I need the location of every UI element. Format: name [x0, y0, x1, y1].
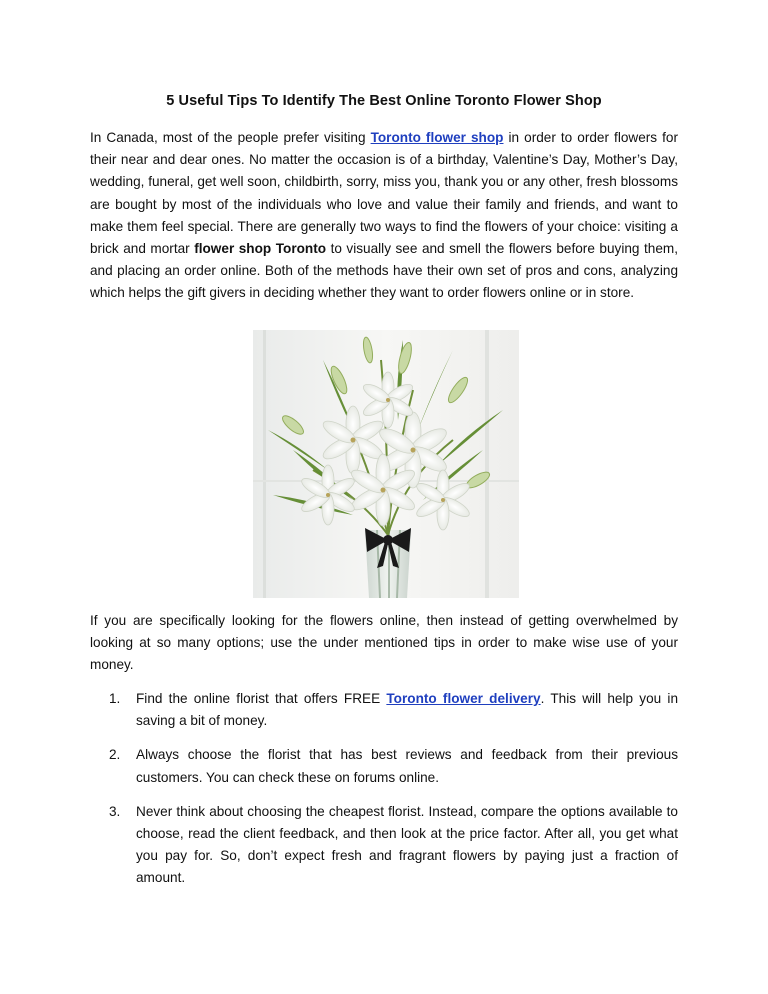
tip-text: Always choose the florist that has best reviews and feedback from their previous customers. You can check these on forums online. [136, 747, 678, 785]
tip-text-before: Find the online florist that offers FREE [136, 691, 387, 706]
list-number: 2. [109, 747, 121, 763]
tips-intro-paragraph: If you are specifically looking for the flowers online, then instead of getting overwhelmed by looking at so many options; use the under mentioned tips in order to make wise use of your money. [90, 613, 678, 673]
toronto-flower-delivery-link[interactable]: Toronto flower delivery [386, 691, 541, 706]
document-title: 5 Useful Tips To Identify The Best Online Toronto Flower Shop [166, 93, 602, 109]
intro-text-part2: in order to order flowers for their near and dear ones. No matter the occasion is of a birthday, Valentine’s Day, Mother’s Day, wedding, funeral, get well soon, childbirth, sorry, miss you, thank you or any other, fresh blossoms are bought by most of the individuals who love and value their family and friends, and want to make them feel special. There are generally two ways to find the flowers of your choice: visiting a brick and mortar [90, 130, 678, 257]
toronto-flower-shop-link[interactable]: Toronto flower shop [370, 130, 504, 145]
intro-text-part1: In Canada, most of the people prefer visiting [90, 130, 371, 145]
list-number: 1. [109, 691, 121, 706]
tip-text-after: . This will help you in saving a bit of money. [136, 691, 678, 729]
tips-list [90, 688, 678, 902]
flower-shop-toronto-bold: flower shop Toronto [194, 241, 327, 257]
intro-text-part3: to visually see and smell the flowers before buying them, and placing an order online. Both of the methods have their own set of pros and cons, analyzing which helps the gift givers in deciding whether they want to order flowers online or in store. [90, 241, 678, 301]
list-item [90, 688, 678, 732]
intro-paragraph [90, 127, 678, 305]
flower-bouquet-image [253, 330, 519, 598]
list-number: 3. [109, 803, 121, 819]
list-item [90, 801, 678, 890]
tip-text: Never think about choosing the cheapest florist. Instead, compare the options available to choose, read the client feedback, and then look at the price factor. After all, you get what you pay for. So, don’t expect fresh and fragrant flowers by paying just a fraction of amount. [136, 803, 678, 886]
list-item [90, 744, 678, 788]
